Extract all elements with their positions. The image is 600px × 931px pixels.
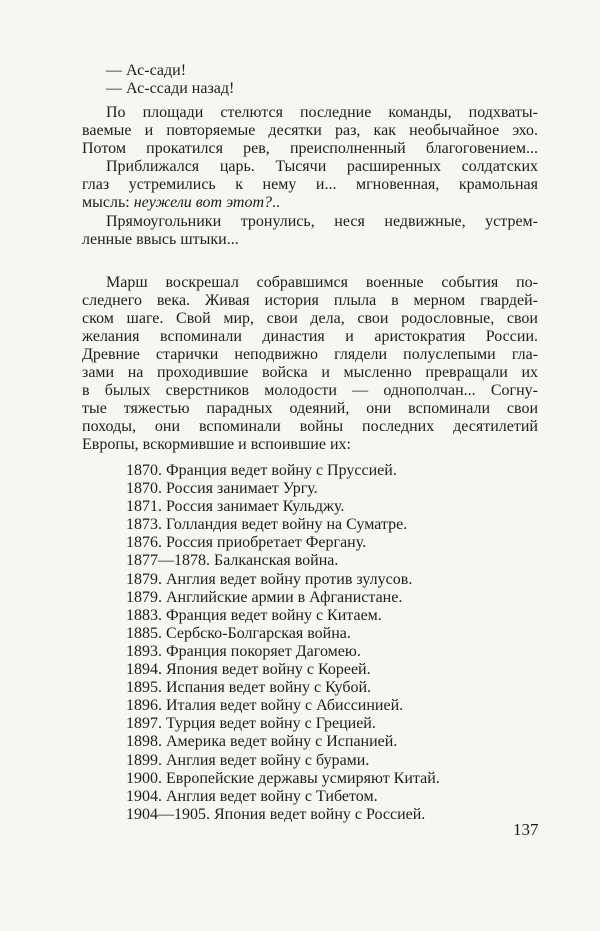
text-line: Прямоугольники тронулись, неся недвижные, устрем- — [106, 213, 538, 230]
event-item: 1898. Америка ведет войну с Испанией. — [126, 733, 398, 751]
italic-thought: неужели вот этот? — [133, 194, 273, 211]
event-item: 1873. Голландия ведет войну на Суматре. — [126, 516, 408, 534]
text-line: глаз устремились к нему и... мгновенная, крамольная — [82, 176, 538, 193]
paragraph-march — [82, 274, 538, 454]
text-line: ленные ввысь штыки... — [82, 231, 239, 248]
text-line: По площади стелются последние команды, подхваты- — [106, 104, 538, 121]
text-line: ваемые и повторяемые десятки раз, как необычайное эхо. — [82, 122, 538, 139]
text-line: Потом прокатился рев, преисполненный благоговением... — [82, 140, 538, 157]
paragraph-tsar — [82, 158, 538, 212]
dialogue-line: — Ас-ссади назад! — [106, 80, 235, 97]
text-line: Европы, вскормившие и вспоившие их: — [82, 436, 351, 453]
text-line: ском шаге. Свой мир, свои дела, свои родословные, свои — [82, 310, 538, 327]
event-item: 1879. Англия ведет войну против зулусов. — [126, 570, 413, 588]
event-item: 1870. Франция ведет войну с Пруссией. — [126, 462, 397, 479]
text-line: зами на проходившие войска и мысленно превращали их — [82, 364, 538, 381]
event-item: 1896. Италия ведет войну с Абиссинией. — [126, 697, 404, 715]
text-line: желания вспоминали династия и аристократия России. — [82, 328, 538, 345]
event-item: 1879. Английские армии в Афганистане. — [126, 588, 403, 606]
text-line: походы, они вспоминали войны последних десятилетий — [82, 418, 538, 435]
event-item: 1897. Турция ведет войну с Грецией. — [126, 715, 376, 733]
event-item: 1904—1905. Япония ведет войну с Россией. — [126, 805, 426, 823]
event-item: 1894. Япония ведет войну с Кореей. — [126, 661, 371, 679]
text-line: Древние старички неподвижно глядели полуслепыми гла- — [82, 346, 538, 363]
dialogue-line: — Ас-сади! — [106, 62, 187, 79]
event-item: 1883. Франция ведет войну с Китаем. — [126, 606, 382, 624]
event-item: 1900. Европейские державы усмиряют Китай. — [126, 769, 440, 787]
text-line: Приближался царь. Тысячи расширенных солдатских — [106, 158, 538, 175]
paragraph-commands — [82, 104, 538, 158]
event-item: 1895. Испания ведет войну с Кубой. — [126, 679, 372, 697]
event-item: 1904. Англия ведет войну с Тибетом. — [126, 787, 378, 805]
event-item: 1870. Россия занимает Ургу. — [126, 480, 318, 498]
text-line: следнего века. Живая история плыла в мерном гвардей- — [82, 292, 538, 309]
dialogue — [82, 62, 538, 98]
event-item: 1893. Франция покоряет Дагомею. — [126, 642, 361, 660]
event-item: 1871. Россия занимает Кульджу. — [126, 498, 345, 516]
event-item: 1876. Россия приобретает Фергану. — [126, 534, 367, 552]
text-line: в былых сверстников молодости — однополчан... Согну- — [82, 382, 538, 399]
page-number: 137 — [513, 820, 539, 839]
events-list — [126, 462, 440, 824]
text-line: мысль: неужели вот этот?.. — [82, 194, 281, 211]
paragraph-rectangles — [82, 213, 538, 249]
text-line: Марш воскрешал собравшимся военные события по- — [106, 274, 538, 291]
event-item: 1877—1878. Балканская война. — [126, 552, 339, 570]
event-item: 1899. Англия ведет войну с бурами. — [126, 751, 370, 769]
event-item: 1885. Сербско-Болгарская война. — [126, 624, 351, 642]
text-line: тые тяжестью парадных одеяний, они вспоминали свои — [82, 400, 538, 417]
